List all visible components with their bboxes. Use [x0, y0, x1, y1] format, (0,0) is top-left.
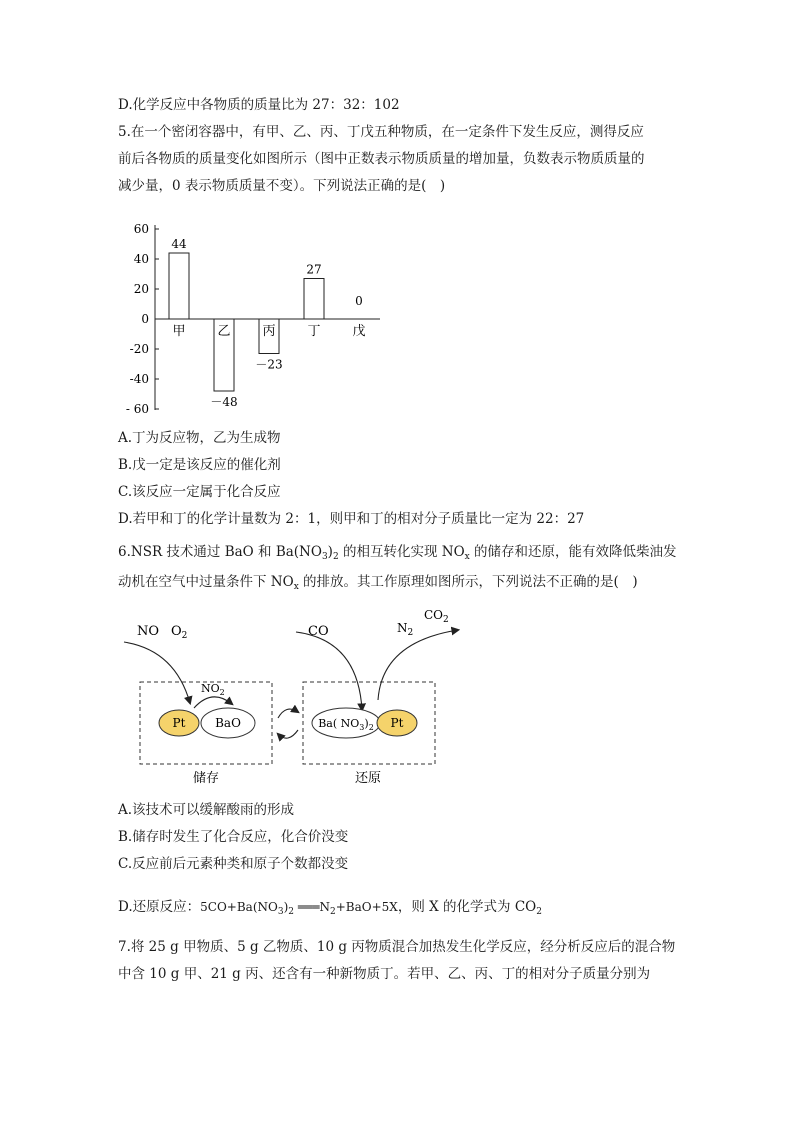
formula-sub: 2: [332, 552, 339, 562]
bar-data-label: 44: [171, 237, 187, 251]
co-input-arrow: [296, 632, 362, 710]
y-tick-label: -20: [129, 342, 149, 356]
equation-arrow: ═══N: [294, 900, 330, 914]
ba-no3-2-label: Ba( $NO_3)_2$: [318, 717, 374, 732]
bar: [304, 279, 324, 320]
reduction-label: 还原: [354, 771, 382, 786]
q5-option-a: A.丁为反应物，乙为生成物: [118, 430, 281, 446]
ba-no3-2-formula: [276, 544, 339, 560]
output-arrow: [378, 630, 458, 700]
no-label: NO: [137, 624, 160, 639]
equation-sub: 3: [277, 907, 284, 917]
storage-label: 储存: [192, 771, 220, 786]
q5-option-b: B.戊一定是该反应的催化剂: [118, 457, 281, 473]
q4-option-d: D.化学反应中各物质的质量比为 27：32：102: [118, 97, 400, 113]
pt-right-label: Pt: [390, 716, 404, 730]
y-tick-label: 40: [133, 252, 149, 266]
q6-option-c: C.反应前后元素种类和原子个数都没变: [118, 856, 349, 872]
q5-stem-line-1: 5.在一个密闭容器中，有甲、乙、丙、丁戊五种物质，在一定条件下发生反应，测得反应: [118, 124, 644, 140]
x-category-label: 丁: [307, 324, 321, 339]
cycle-arrow-right: [278, 709, 298, 718]
y-tick-label: -40: [129, 372, 149, 386]
y-tick-label: 60: [133, 222, 149, 236]
x-category-label: 乙: [217, 324, 231, 339]
formula-main: Ba(NO: [275, 544, 322, 560]
co2-label: $CO_2$: [424, 608, 449, 625]
q6-stem-line-1: [118, 542, 677, 562]
bar-data-label: 27: [306, 262, 322, 277]
y-tick-label: - 60: [125, 402, 149, 415]
q5-option-d: D.若甲和丁的化学计量数为 2：1，则甲和丁的相对分子质量比一定为 22：27: [118, 511, 585, 527]
q5-stem-line-2: 前后各物质的质量变化如图所示（图中正数表示物质质量的增加量，负数表示物质质量的: [118, 151, 645, 167]
o2-label: $O_2$: [171, 624, 188, 641]
bao-label: BaO: [215, 716, 241, 730]
formula-sub: x: [464, 552, 470, 562]
formula-sub: 3: [321, 552, 328, 562]
q6-stem-middle: 的相互转化实现: [338, 544, 442, 560]
bar-data-label: －48: [210, 395, 238, 409]
bar-data-label: 0: [355, 294, 363, 308]
formula-main: NO: [270, 574, 294, 590]
equation-sub: 2: [536, 907, 542, 917]
co-label: CO: [308, 624, 329, 639]
q6-stem-suffix: 的储存和还原，能有效降低柴油发: [469, 544, 677, 560]
option-text: ，则 X 的化学式为 CO: [397, 899, 537, 915]
q7-line-2: 中含 10 g 甲、21 g 丙、还含有一种新物质丁。若甲、乙、丙、丁的相对分子质量分别为: [118, 966, 651, 982]
nox-formula: [442, 544, 470, 560]
pt-left-label: Pt: [172, 716, 186, 730]
formula-close: ): [327, 544, 333, 560]
y-tick-label: 20: [133, 282, 149, 296]
formula-sub: x: [293, 582, 299, 592]
x-category-label: 丙: [262, 324, 276, 339]
y-tick-label: 0: [141, 312, 149, 326]
no2-label: $NO_2$: [201, 682, 225, 697]
q6-option-d: [118, 897, 542, 917]
equation-part: 5CO+Ba(NO: [200, 900, 278, 914]
q5-option-c: C.该反应一定属于化合反应: [118, 484, 281, 500]
reduction-equation: [200, 900, 398, 917]
q6-option-a: A.该技术可以缓解酸雨的形成: [118, 802, 295, 818]
q6-stem-line-2: [118, 572, 638, 592]
cycle-arrow-left: [278, 730, 298, 738]
q6-stem-suffix: 的排放。其工作原理如图所示，下列说法不正确的是( ): [298, 574, 638, 590]
q6-stem-prefix: 动机在空气中过量条件下: [118, 574, 271, 590]
no2-transfer-arrow: [194, 697, 232, 708]
bar: [169, 253, 189, 319]
q5-stem-line-3: 减少量，0 表示物质质量不变）。下列说法正确的是( ): [118, 178, 446, 194]
equation-part: +BaO+5X: [335, 900, 398, 914]
equation-sub: 2: [330, 907, 336, 917]
option-prefix: D.还原反应：: [118, 899, 201, 915]
q6-option-b: B.储存时发生了化合反应，化合价没变: [118, 829, 349, 845]
nsr-diagram: [110, 600, 470, 800]
q6-stem-prefix: 6.NSR 技术通过 BaO 和: [118, 544, 276, 560]
input-arrow: [124, 642, 190, 703]
bar-data-label: －23: [255, 357, 283, 372]
equation-part: ): [283, 900, 289, 914]
x-category-label: 甲: [172, 324, 186, 339]
nox-formula: [271, 574, 299, 590]
q7-line-1: 7.将 25 g 甲物质、5 g 乙物质、10 g 丙物质混合加热发生化学反应，经分析反应后的混合物: [118, 939, 676, 955]
n2-label: $N_2$: [397, 621, 414, 638]
equation-sub: 2: [288, 907, 294, 917]
formula-main: NO: [441, 544, 465, 560]
mass-change-bar-chart: [110, 215, 400, 415]
x-category-label: 戊: [352, 324, 366, 339]
